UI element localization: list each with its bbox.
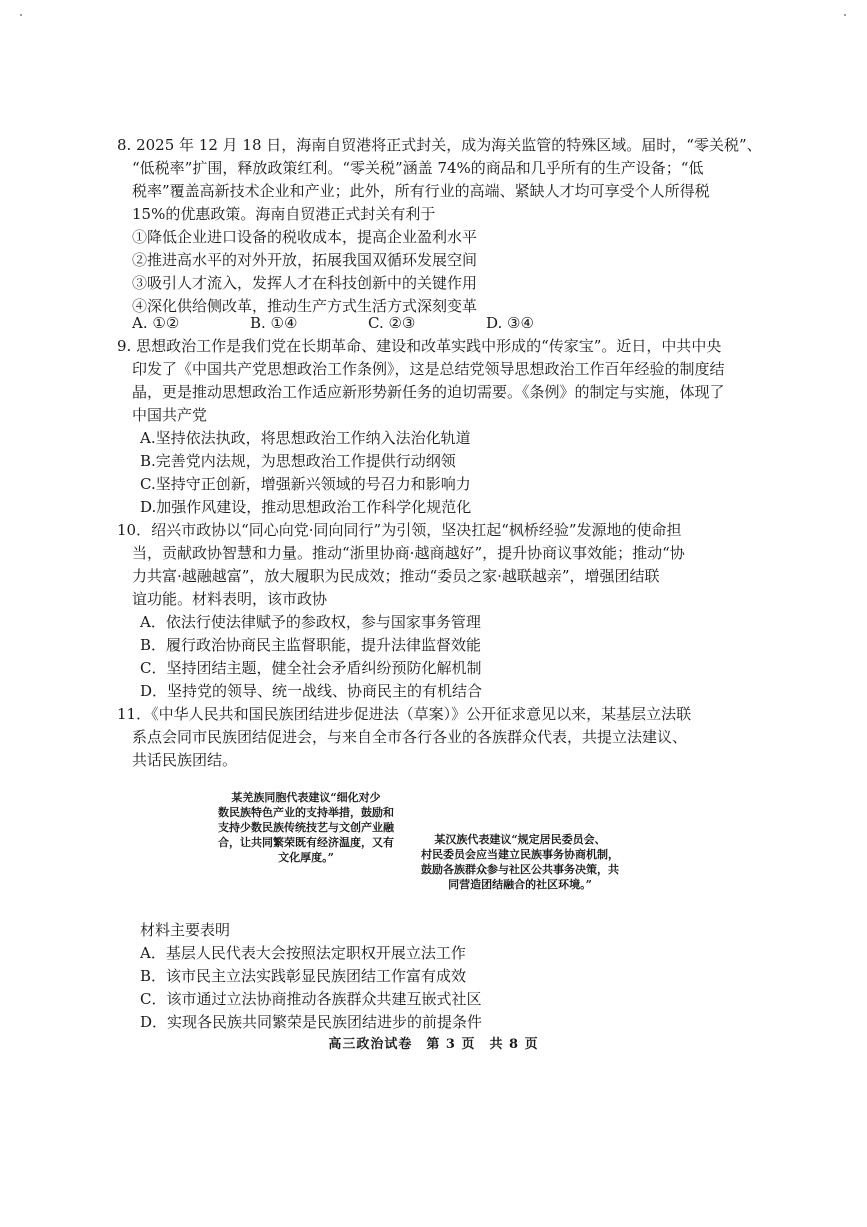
quote-line: 同营造团结融合的社区环境。”: [448, 878, 592, 891]
q9-option-a[interactable]: A.坚持依法执政，将思想政治工作纳入法治化轨道: [140, 429, 471, 447]
q8-statement: ③吸引人才流入，发挥人才在科技创新中的关键作用: [132, 274, 478, 292]
q10-line: 谊功能。材料表明，该市政协: [132, 590, 328, 608]
q8-line: 15%的优惠政策。海南自贸港正式封关有利于: [132, 205, 436, 223]
scan-mark: [20, 14, 22, 16]
q11-line: 共话民族团结。: [132, 751, 238, 769]
page-footer: 高三政治试卷 第 3 页 共 8 页: [328, 1037, 539, 1052]
q8-line: 8. 2025 年 12 月 18 日，海南自贸港将正式封关，成为海关监管的特殊区域。届时，“零关税”、: [117, 136, 762, 154]
q9-line: 印发了《中国共产党思想政治工作条例》，这是总结党领导思想政治工作百年经验的制度结: [132, 360, 725, 378]
quote-line: 鼓励各族群众参与社区公共事务决策，共: [421, 863, 619, 876]
q8-line: 税率”覆盖高新技术企业和产业；此外，所有行业的高端、紧缺人才均可享受个人所得税: [132, 182, 710, 200]
quote-han-representative: [400, 832, 640, 892]
q9-line: 中国共产党: [132, 406, 208, 424]
q8-option-c[interactable]: C. ②③: [368, 314, 416, 332]
q10-option-b[interactable]: B．履行政治协商民主监督职能，提升法律监督效能: [140, 636, 482, 654]
q8-statement: ②推进高水平的对外开放，拓展我国双循环发展空间: [132, 251, 478, 269]
q10-option-a[interactable]: A．依法行使法律赋予的参政权，参与国家事务管理: [140, 613, 481, 631]
q9-line: 晶，更是推动思想政治工作适应新形势新任务的迫切需要。《条例》的制定与实施，体现了: [132, 383, 725, 401]
quote-line: 某汉族代表建议“规定居民委员会、: [434, 833, 606, 846]
q11-line: 11．《中华人民共和国民族团结进步促进法（草案）》公开征求意见以来，某基层立法联: [117, 705, 692, 723]
q11-stem: 材料主要表明: [140, 921, 231, 939]
quote-qiang-representative: [193, 790, 419, 865]
quote-line: 合，让共同繁荣既有经济温度，又有: [218, 836, 394, 849]
q11-option-b[interactable]: B．该市民主立法实践彰显民族团结工作富有成效: [140, 967, 467, 985]
q11-option-d[interactable]: D．实现各民族共同繁荣是民族团结进步的前提条件: [140, 1013, 483, 1031]
q8-options: [132, 312, 572, 334]
q8-option-b[interactable]: B. ①④: [250, 314, 298, 332]
q10-option-d[interactable]: D．坚持党的领导、统一战线、协商民主的有机结合: [140, 682, 483, 700]
scan-mark: [844, 14, 846, 16]
quote-line: 文化厚度。”: [278, 851, 334, 864]
quote-line: 数民族特色产业的支持举措，鼓励和: [218, 806, 394, 819]
q9-option-b[interactable]: B.完善党内法规，为思想政治工作提供行动纲领: [140, 452, 456, 470]
q8-statement: ①降低企业进口设备的税收成本，提高企业盈利水平: [132, 228, 478, 246]
q11-line: 系点会同市民族团结促进会，与来自全市各行各业的各族群众代表，共提立法建议、: [132, 728, 688, 746]
q8-option-a[interactable]: A. ①②: [132, 314, 180, 332]
q8-line: “低税率”扩围，释放政策红利。“零关税”涵盖 74%的商品和几乎所有的生产设备；“低: [132, 159, 704, 177]
q10-line: 力共富·越融越富”，放大履职为民成效；推动“委员之家·越联越亲”，增强团结联: [132, 567, 660, 585]
quote-line: 某羌族同胞代表建议“细化对少: [231, 791, 381, 804]
quote-line: 支持少数民族传统技艺与文创产业融: [218, 821, 394, 834]
q9-option-c[interactable]: C.坚持守正创新，增强新兴领域的号召力和影响力: [140, 475, 471, 493]
q10-line: 当，贡献政协智慧和力量。推动“浙里协商·越商越好”，提升协商议事效能；推动“协: [132, 544, 685, 562]
quote-line: 村民委员会应当建立民族事务协商机制，: [421, 848, 619, 861]
q9-option-d[interactable]: D.加强作风建设，推动思想政治工作科学化规范化: [140, 498, 472, 516]
q8-statement: ④深化供给侧改革，推动生产方式生活方式深刻变革: [132, 297, 478, 315]
q10-option-c[interactable]: C．坚持团结主题，健全社会矛盾纠纷预防化解机制: [140, 659, 482, 677]
q11-option-a[interactable]: A．基层人民代表大会按照法定职权开展立法工作: [140, 944, 466, 962]
q8-option-d[interactable]: D. ③④: [486, 314, 534, 332]
q10-line: 10．绍兴市政协以“同心向党·同向同行”为引领，坚决扛起“枫桥经验”发源地的使命担: [117, 521, 682, 539]
q11-option-c[interactable]: C．该市通过立法协商推动各族群众共建互嵌式社区: [140, 990, 482, 1008]
q9-line: 9. 思想政治工作是我们党在长期革命、建设和改革实践中形成的“传家宝”。近日，中共中央: [117, 337, 722, 355]
